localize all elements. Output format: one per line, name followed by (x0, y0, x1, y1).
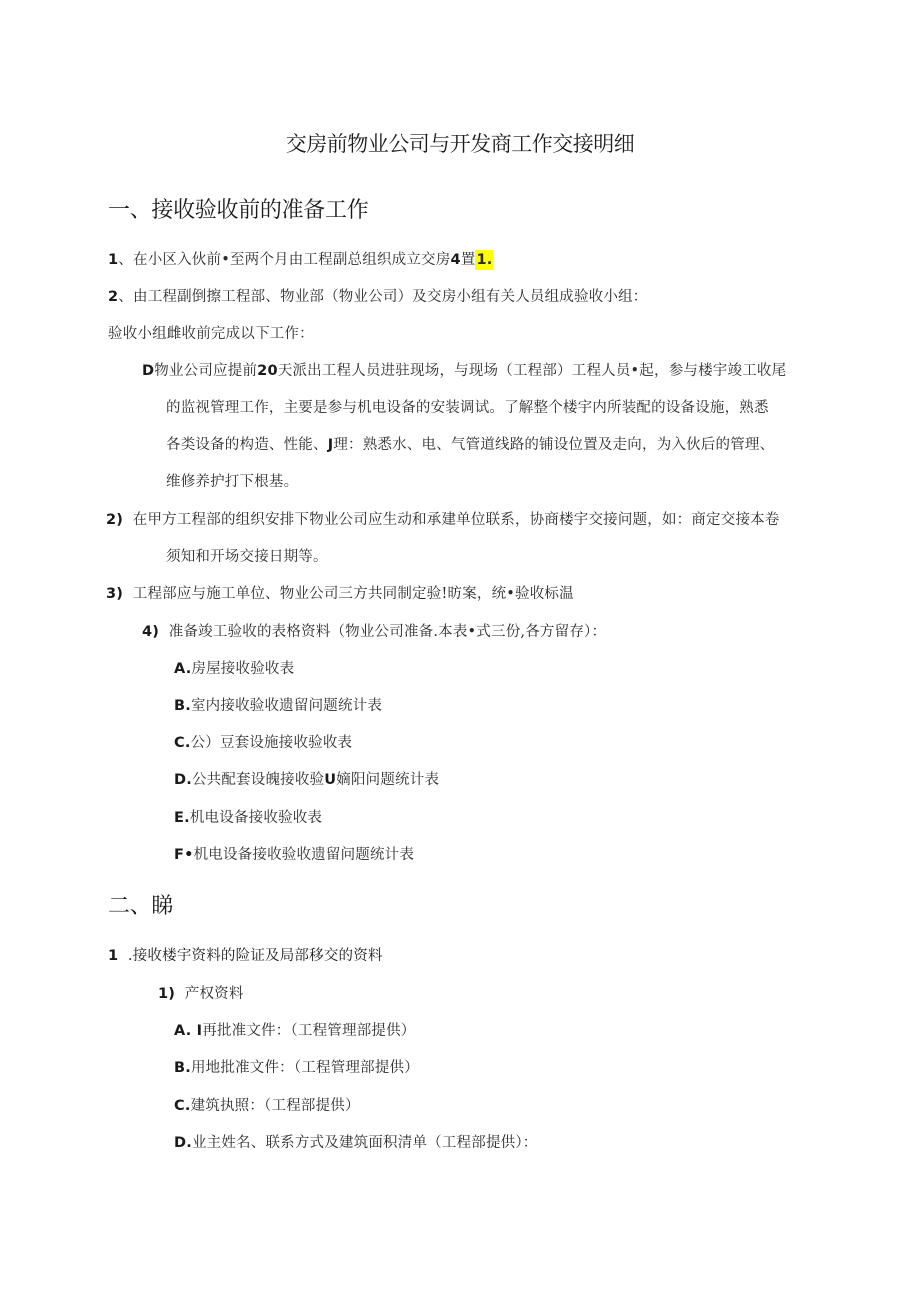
duty-text: 工程部应与施工单位、物业公司三方共同制定验!昉案，统•验收标温 (132, 586, 574, 602)
form-text: 公共配套设魄接收验 (191, 772, 325, 788)
form-item (174, 768, 439, 789)
document-title: 交房前物业公司与开发商工作交接明细 (285, 132, 635, 156)
item-1 (108, 248, 493, 269)
duty-number: 2) (106, 512, 124, 528)
highlighted-marker: 1. (476, 252, 493, 268)
bold-letter: U (324, 772, 337, 788)
form-label: F• (174, 847, 194, 863)
doc-label: A. (174, 1023, 192, 1039)
doc-label: C. (174, 1098, 191, 1114)
section-heading-2: 二、睇 (108, 894, 174, 919)
duty-text-cont: 天派出工程人员进驻现场，与现场（工程部）工程人员•起，参与楼宇竣工收尾 (277, 363, 787, 379)
doc-item (174, 1056, 419, 1077)
doc-item (174, 1094, 360, 1115)
duty-2-line-2: 须知和开场交接日期等。 (166, 549, 328, 565)
bold-letter: J (327, 437, 334, 453)
duty-marker: D (142, 363, 155, 379)
duty-3 (106, 582, 574, 603)
form-label: A. (174, 661, 192, 677)
item-text-cont: 置 (460, 252, 476, 268)
sub-text: 产权资料 (184, 986, 244, 1002)
duty-1-line-3 (166, 433, 774, 454)
sub-number: 1) (158, 986, 176, 1002)
bold-digit: 4 (450, 252, 461, 268)
doc-text: 用地批准文件：（工程管理部提供） (190, 1060, 419, 1076)
doc-label: D. (174, 1135, 192, 1151)
duty-text: 准备竣工验收的表格资料（物业公司准备.本表•式三份,各方留存）： (168, 624, 607, 640)
duty-text: 在甲方工程部的组织安排下物业公司应生动和承建单位联系，协商楼宇交接问题，如：商定交接本卷 (132, 512, 780, 528)
form-label: C. (174, 735, 191, 751)
section-2-item-1 (108, 944, 383, 965)
item-number: 2 (108, 289, 119, 305)
duty-text-cont: 理：熟悉水、电、气管道线路的铺设位置及走向，为入伙后的管理、 (333, 437, 775, 453)
bold-number: 20 (257, 363, 278, 379)
duty-1-line-4: 维修养护打下根基。 (166, 474, 299, 490)
doc-label-extra: I (191, 1023, 203, 1039)
form-label: D. (174, 772, 192, 788)
item-text: 、在小区入伙前•至两个月由工程副总组织成立交房 (118, 252, 451, 268)
duty-1-line-1 (142, 359, 786, 380)
duty-number: 3) (106, 586, 124, 602)
form-text: 室内接收验收遗留问题统计表 (190, 698, 383, 714)
sub-item-property-docs (158, 982, 244, 1003)
form-text: 房屋接收验收表 (191, 661, 295, 677)
form-item (174, 806, 322, 827)
form-label: E. (174, 810, 190, 826)
duty-4 (142, 620, 606, 641)
form-text-cont: 嫡阳问题统计表 (336, 772, 440, 788)
form-text: 机电设备接收验收表 (189, 810, 323, 826)
item-text: .接收楼宇资料的险证及局部移交的资料 (123, 948, 383, 964)
duty-text: 各类设备的构造、性能、 (166, 437, 328, 453)
intro-text: 验收小组雌收前完成以下工作： (108, 326, 314, 342)
form-item (174, 657, 294, 678)
form-item (174, 843, 414, 864)
duty-2-line-1 (106, 508, 780, 529)
section-heading-preparation: 一、接收验收前的准备工作 (108, 198, 369, 223)
doc-label: B. (174, 1060, 191, 1076)
form-text: 机电设备接收验收遗留问题统计表 (193, 847, 415, 863)
duty-number: 4) (142, 624, 160, 640)
duty-text: 物业公司应提前 (154, 363, 258, 379)
doc-text: 再批准文件：（工程管理部提供） (202, 1023, 416, 1039)
form-item (174, 694, 382, 715)
doc-item (174, 1131, 538, 1152)
item-number: 1 (108, 252, 119, 268)
duty-1-line-2: 的监视管理工作，主要是参与机电设备的安装调试。了解整个楼宇内所装配的设备设施，熟悉 (166, 400, 769, 416)
doc-text: 业主姓名、联系方式及建筑面积清单（工程部提供）： (191, 1135, 538, 1151)
item-number: 1 (108, 948, 119, 964)
form-item (174, 731, 352, 752)
doc-item (174, 1019, 416, 1040)
form-text: 公）豆套设施接收验收表 (190, 735, 353, 751)
item-2 (108, 285, 648, 306)
doc-text: 建筑执照：（工程部提供） (190, 1098, 360, 1114)
form-label: B. (174, 698, 191, 714)
item-text: 、由工程副倒擦工程部、物业部（物业公司）及交房小组有关人员组成验收小组： (118, 289, 648, 305)
